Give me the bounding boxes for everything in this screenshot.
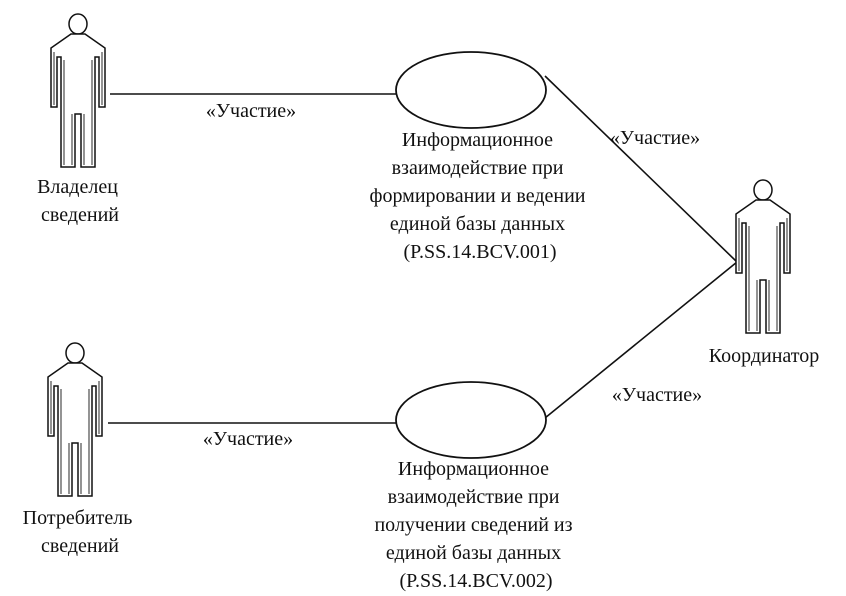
association-coordinator-uc1 <box>545 76 737 262</box>
actor-owner-icon <box>51 14 105 167</box>
actor-coordinator-icon <box>736 180 790 333</box>
association-label-coordinator-uc1: «Участие» <box>609 127 701 149</box>
actor-coordinator-label: Координатор <box>708 345 820 367</box>
actor-owner-label: Владелец сведений <box>37 176 119 226</box>
association-label-owner-uc1: «Участие» <box>205 100 297 122</box>
use-case-ellipse-uc1 <box>396 52 546 128</box>
association-label-consumer-uc2: «Участие» <box>202 428 294 450</box>
use-case-label-uc1: Информационное взаимодействие при формировании и ведении единой базы данных (P.SS.14.BCV.001) <box>369 129 586 263</box>
association-label-coordinator-uc2: «Участие» <box>611 384 703 406</box>
actor-consumer-icon <box>48 343 102 496</box>
actor-consumer-label: Потребитель сведений <box>22 507 133 557</box>
use-case-ellipse-uc2 <box>396 382 546 458</box>
use-case-label-uc2: Информационное взаимодействие при получении сведений из единой базы данных (P.SS.14.BCV.002) <box>374 458 573 592</box>
